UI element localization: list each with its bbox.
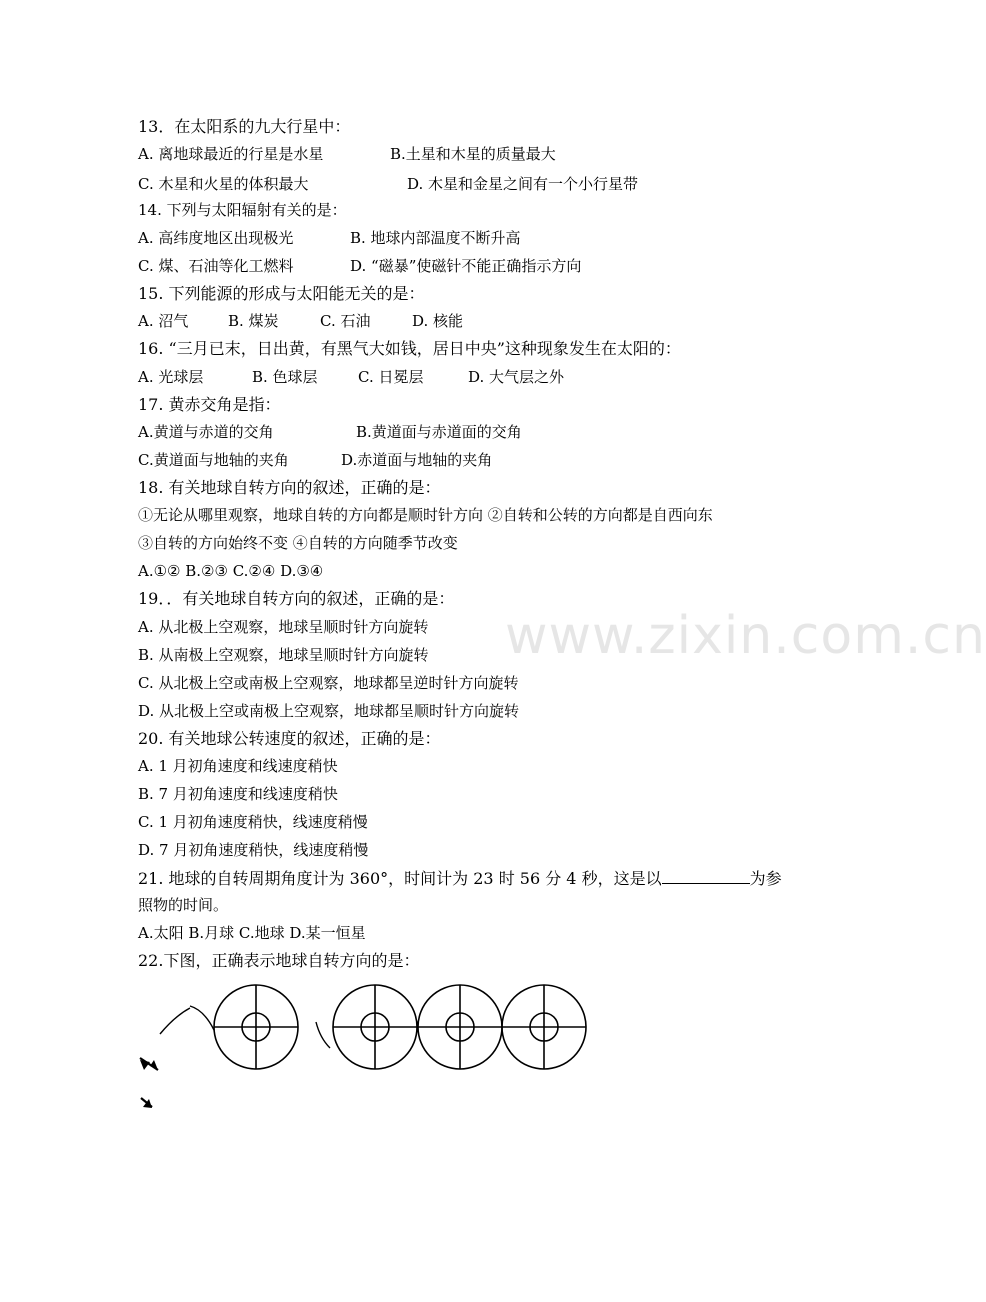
q17-option-c: C.黄道面与地轴的夹角	[138, 451, 289, 469]
q19-option-c: C. 从北极上空或南极上空观察，地球都呈逆时针方向旋转	[138, 674, 519, 692]
rotation-direction-figure	[130, 980, 600, 1120]
q16-option-c: C. 日冕层	[358, 368, 424, 386]
globe-2	[333, 985, 417, 1069]
arrow-mark-2	[141, 1098, 152, 1108]
q16-option-d: D. 大气层之外	[468, 368, 565, 386]
q16-option-b: B. 色球层	[252, 368, 318, 386]
q18-options: A.①② B.②③ C.②④ D.③④	[138, 562, 324, 580]
arc-mark-3	[316, 1022, 330, 1048]
q21-stem-line2: 照物的时间。	[138, 896, 229, 914]
q13-option-d: D. 木星和金星之间有一个小行星带	[407, 175, 639, 193]
q21-answer-blank[interactable]	[662, 868, 750, 884]
q17-option-b: B.黄道面与赤道面的交角	[356, 423, 522, 441]
q15-stem: 15. 下列能源的形成与太阳能无关的是：	[138, 284, 425, 303]
q22-stem: 22.下图，正确表示地球自转方向的是：	[138, 951, 420, 970]
q16-option-a: A. 光球层	[138, 368, 204, 386]
q18-statements-2: ③自转的方向始终不变 ④自转的方向随季节改变	[138, 534, 458, 552]
q20-option-c: C. 1 月初角速度稍快，线速度稍慢	[138, 813, 368, 831]
globe-1	[214, 985, 298, 1069]
q20-stem: 20. 有关地球公转速度的叙述，正确的是：	[138, 729, 441, 748]
q16-stem: 16. “三月已末，日出黄，有黑气大如钱，居日中央”这种现象发生在太阳的：	[138, 339, 681, 358]
q15-option-c: C. 石油	[320, 312, 371, 330]
q18-statements-1: ①无论从哪里观察，地球自转的方向都是顺时针方向 ②自转和公转的方向都是自西向东	[138, 506, 713, 524]
q21-stem-before: 21. 地球的自转周期角度计为 360°，时间计为 23 时 56 分 4 秒，这是以	[138, 869, 662, 888]
q17-stem: 17. 黄赤交角是指：	[138, 395, 281, 414]
q20-option-b: B. 7 月初角速度和线速度稍快	[138, 785, 338, 803]
q19-stem: 19．．有关地球自转方向的叙述，正确的是：	[138, 589, 455, 608]
arrow-mark-1	[140, 1058, 158, 1070]
q17-option-a: A.黄道与赤道的交角	[138, 423, 274, 441]
q14-option-c: C. 煤、石油等化工燃料	[138, 257, 294, 275]
q19-option-b: B. 从南极上空观察，地球呈顺时针方向旋转	[138, 646, 429, 664]
q20-option-d: D. 7 月初角速度稍快，线速度稍慢	[138, 841, 369, 859]
q18-stem: 18. 有关地球自转方向的叙述，正确的是：	[138, 478, 441, 497]
q19-option-a: A. 从北极上空观察，地球呈顺时针方向旋转	[138, 618, 429, 636]
globe-4	[502, 985, 586, 1069]
arc-mark-2	[190, 1006, 214, 1030]
q15-option-a: A. 沼气	[138, 312, 189, 330]
q19-option-d: D. 从北极上空或南极上空观察，地球都呈顺时针方向旋转	[138, 702, 520, 720]
watermark: www.zixin.com.cn	[505, 606, 986, 666]
q13-option-a: A. 离地球最近的行星是水星	[138, 145, 324, 163]
q13-option-c: C. 木星和火星的体积最大	[138, 175, 309, 193]
q21-stem	[138, 868, 782, 889]
q13-stem: 13．在太阳系的九大行星中：	[138, 117, 351, 136]
q21-options: A.太阳 B.月球 C.地球 D.某一恒星	[138, 924, 366, 942]
q17-option-d: D.赤道面与地轴的夹角	[341, 451, 493, 469]
q14-option-b: B. 地球内部温度不断升高	[350, 229, 521, 247]
q15-option-b: B. 煤炭	[228, 312, 279, 330]
arc-mark-1	[160, 1008, 190, 1034]
q15-option-d: D. 核能	[412, 312, 464, 330]
q14-stem: 14. 下列与太阳辐射有关的是：	[138, 201, 347, 219]
q14-option-d: D. “磁暴”使磁针不能正确指示方向	[350, 257, 582, 275]
globe-3	[418, 985, 502, 1069]
q21-stem-after: 为参	[749, 869, 782, 888]
q14-option-a: A. 高纬度地区出现极光	[138, 229, 294, 247]
q20-option-a: A. 1 月初角速度和线速度稍快	[138, 757, 338, 775]
q13-option-b: B.土星和木星的质量最大	[390, 145, 556, 163]
